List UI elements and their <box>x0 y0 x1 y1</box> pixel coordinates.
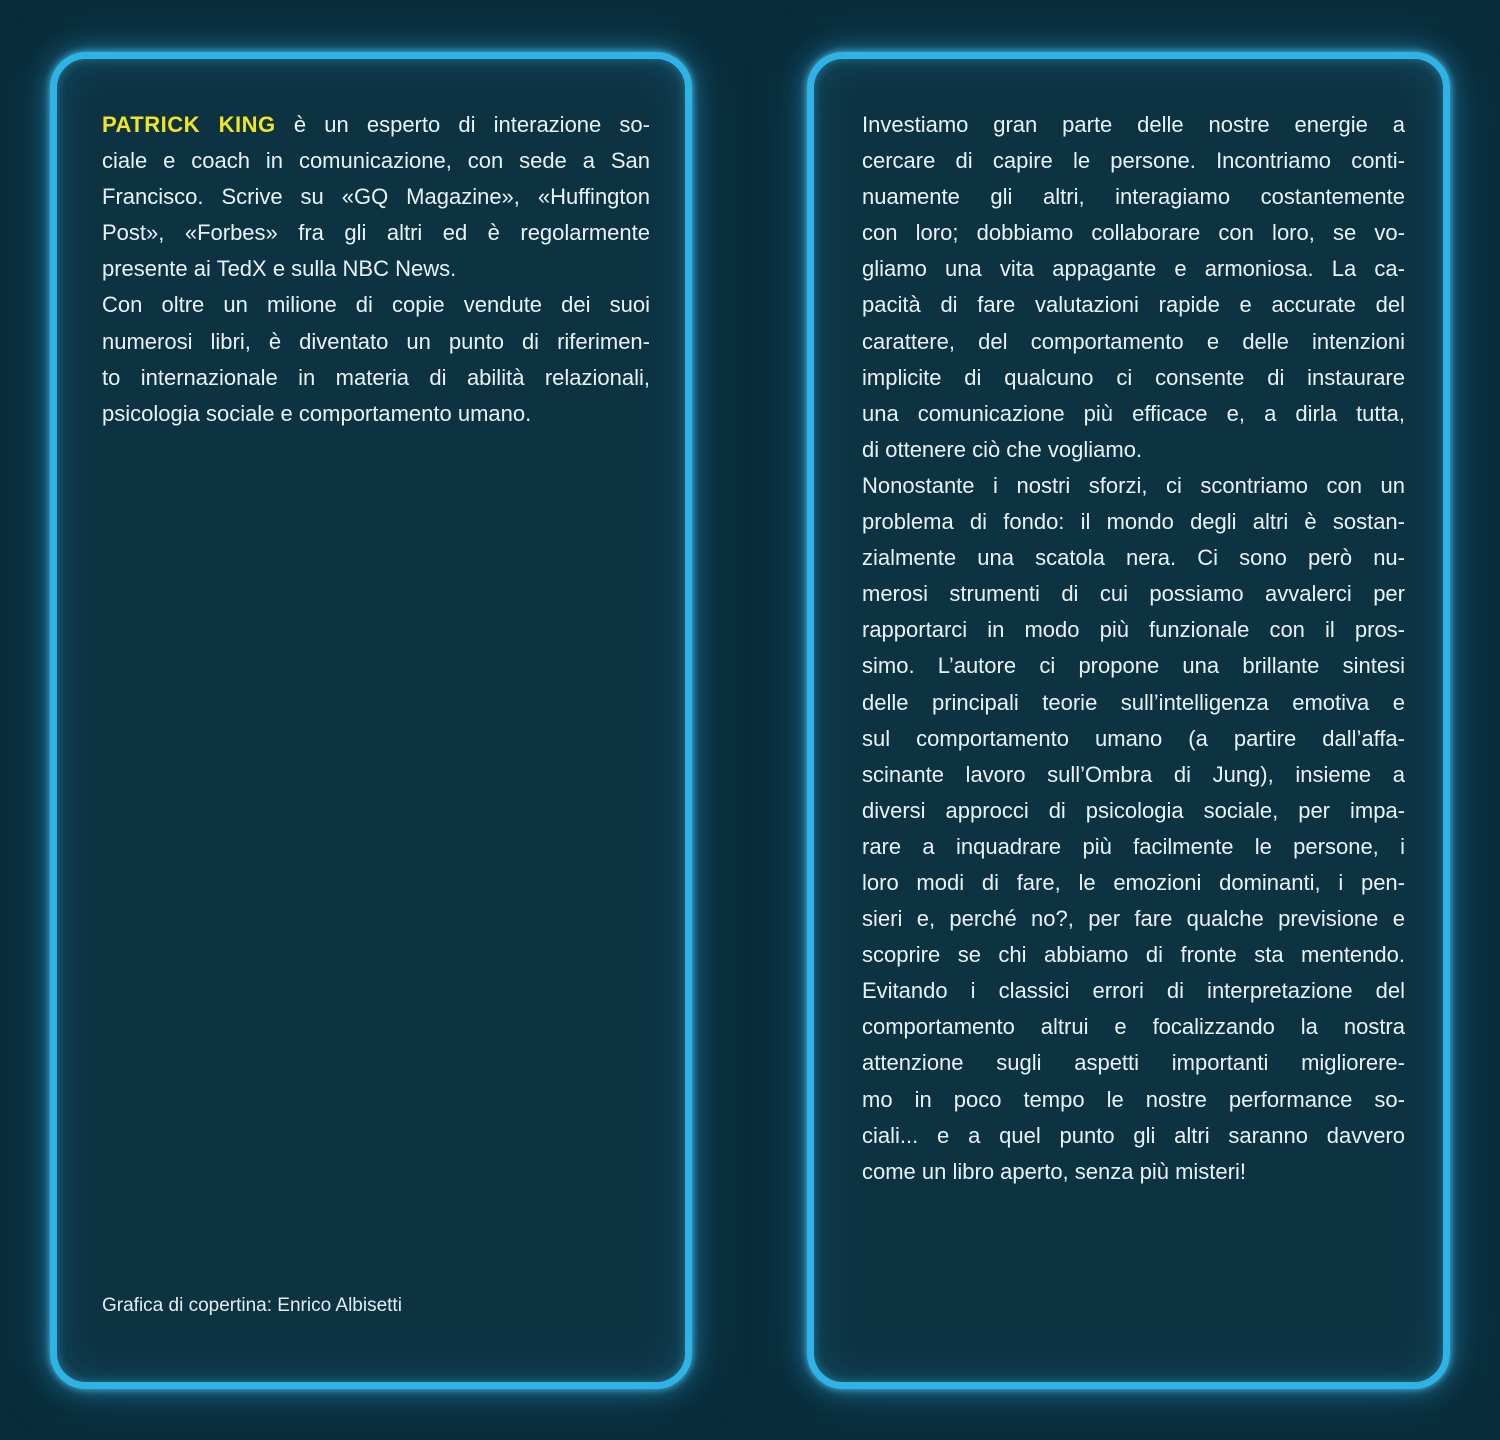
bio-lines <box>102 143 650 287</box>
text-line: to internazionale in materia di abilità relazionali, <box>102 364 650 390</box>
synopsis-panel-content <box>814 59 1443 1382</box>
text-line: implicite di qualcuno ci consente di instaurare <box>862 364 1405 390</box>
author-name: PATRICK KING <box>102 112 276 137</box>
bio-first-line <box>102 107 650 143</box>
text-line: sieri e, perché no?, per fare qualche previsione e <box>862 906 1405 932</box>
text-line: ciali... e a quel punto gli altri saranno davvero <box>862 1122 1405 1148</box>
text-line: pacità di fare valutazioni rapide e accurate del <box>862 292 1405 318</box>
author-bio-panel-content <box>57 59 685 1382</box>
text-line: mo in poco tempo le nostre performance so- <box>862 1086 1405 1112</box>
text-line: simo. L’autore ci propone una brillante sintesi <box>862 653 1405 679</box>
text-line: Evitando i classici errori di interpretazione del <box>862 978 1405 1004</box>
synopsis-paragraph-1 <box>862 107 1405 468</box>
text-line: presente ai TedX e sulla NBC News. <box>102 256 457 282</box>
synopsis-panel <box>807 52 1450 1389</box>
synopsis-paragraph-2 <box>862 468 1405 1190</box>
text-line: zialmente una scatola nera. Ci sono però nu- <box>862 545 1405 571</box>
text-line: diversi approcci di psicologia sociale, per impa- <box>862 797 1405 823</box>
text-line: attenzione sugli aspetti importanti migliorere- <box>862 1050 1405 1076</box>
text-line: delle principali teorie sull’intelligenza emotiva e <box>862 689 1405 715</box>
text-line: rare a inquadrare più facilmente le persone, i <box>862 833 1405 859</box>
text-line: con loro; dobbiamo collaborare con loro, se vo- <box>862 220 1405 246</box>
text-line: di ottenere ciò che vogliamo. <box>862 436 1143 462</box>
text-line: scoprire se chi abbiamo di fronte sta mentendo. <box>862 942 1405 968</box>
text-line: loro modi di fare, le emozioni dominanti, i pen- <box>862 869 1405 895</box>
text-line: Con oltre un milione di copie vendute dei suoi <box>102 292 650 318</box>
text-line: Investiamo gran parte delle nostre energie a <box>862 112 1405 137</box>
text-line: Francisco. Scrive su «GQ Magazine», «Huffington <box>102 184 650 210</box>
text-line: carattere, del comportamento e delle intenzioni <box>862 328 1405 354</box>
text-line: Nonostante i nostri sforzi, ci scontriamo con un <box>862 472 1405 498</box>
text-line: comportamento altrui e focalizzando la nostra <box>862 1014 1405 1040</box>
text-line: merosi strumenti di cui possiamo avvalerci per <box>862 581 1405 607</box>
text-line: psicologia sociale e comportamento umano. <box>102 400 532 426</box>
text-line: scinante lavoro sull’Ombra di Jung), insieme a <box>862 761 1405 787</box>
author-bio-panel <box>50 52 692 1389</box>
cover-credit: Grafica di copertina: Enrico Albisetti <box>102 1295 402 1316</box>
bio-first-line-rest: è un esperto di interazione so- <box>275 112 650 137</box>
text-line: problema di fondo: il mondo degli altri è sostan- <box>862 509 1405 535</box>
text-line: ciale e coach in comunicazione, con sede a San <box>102 148 650 174</box>
text-line: nuamente gli altri, interagiamo costantemente <box>862 184 1405 210</box>
text-line: come un libro aperto, senza più misteri! <box>862 1158 1246 1184</box>
text-line: numerosi libri, è diventato un punto di riferimen- <box>102 328 650 354</box>
author-bio-paragraph <box>102 107 650 287</box>
text-line: una comunicazione più efficace e, a dirla tutta, <box>862 400 1405 426</box>
text-line: rapportarci in modo più funzionale con il pros- <box>862 617 1405 643</box>
text-line: cercare di capire le persone. Incontriamo conti- <box>862 148 1405 174</box>
text-line: Post», «Forbes» fra gli altri ed è regolarmente <box>102 220 650 246</box>
author-achievements-paragraph <box>102 287 650 431</box>
text-line: sul comportamento umano (a partire dall’affa- <box>862 725 1405 751</box>
text-line: gliamo una vita appagante e armoniosa. La ca- <box>862 256 1405 282</box>
